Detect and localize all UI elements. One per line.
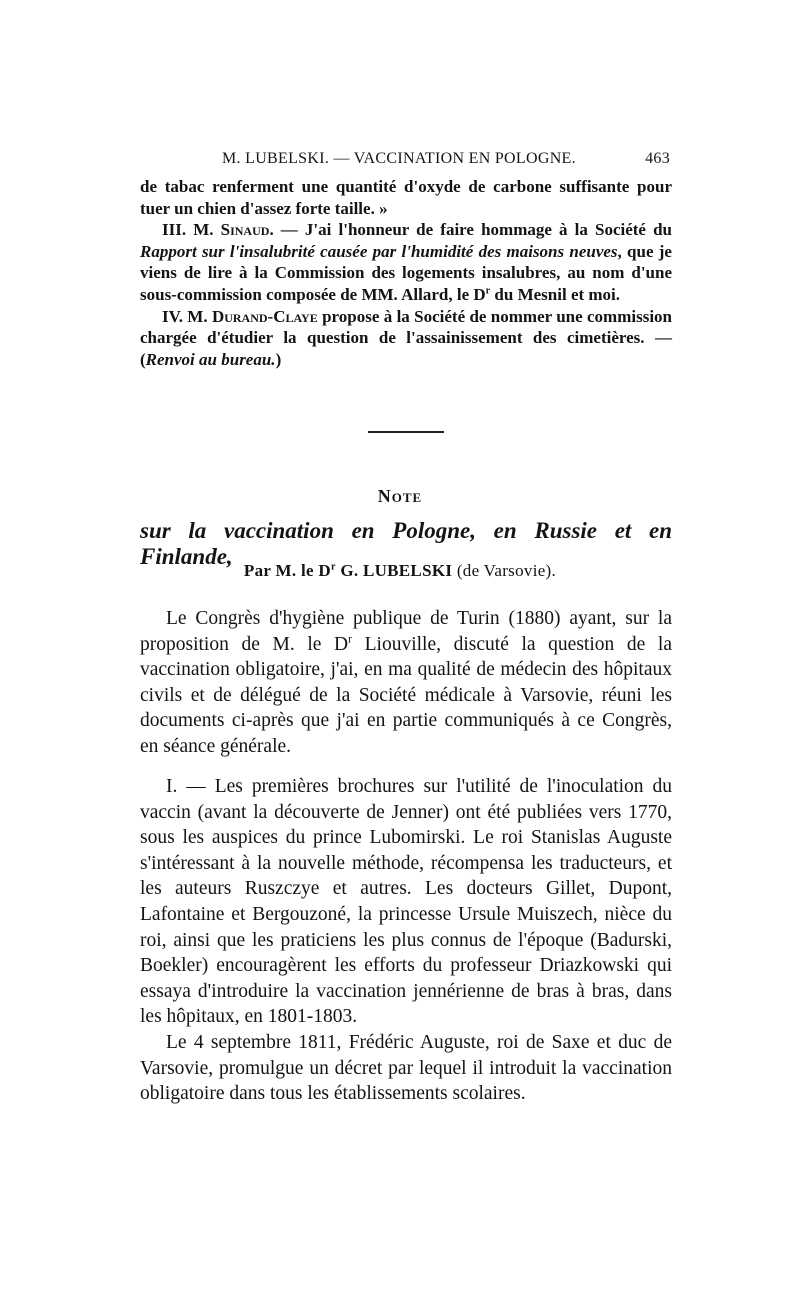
paragraph-continuation: de tabac renferment une quantité d'oxyde de carbone suffisante pour tuer un chien d'assez forte taille. » xyxy=(140,177,672,218)
renvoi-note: Renvoi au bureau. xyxy=(145,349,276,369)
body-paragraph-3: Le 4 septembre 1811, Frédéric Auguste, roi de Saxe et duc de Varsovie, promulgue un décret par lequel il introduit la vaccination obligatoire dans tous les établissements scolaires. xyxy=(140,1031,672,1105)
paragraph-item-3: III. M. Sinaud. — J'ai l'honneur de faire hommage à la Société du Rapport sur l'insalubrité causée par l'humidité des maisons neuves, que je viens de lire à la Commission des logements insalubres, au nom d'une sous-commission composée de MM. Allard, le $D^r$ du Mesnil et moi. xyxy=(140,220,672,304)
body-section-1 xyxy=(140,774,672,1107)
item-4-speaker: Durand-Claye xyxy=(211,306,318,326)
body-paragraph-1: Le Congrès d'hygiène publique de Turin (1880) ayant, sur la proposition de M. le $D^r$ Liouville, discuté la question de la vaccination obligatoire, j'ai, en ma qualité de médecin des hôpitaux civils et de délégué de la Société médicale à Varsovie, réuni les documents ci-après que j'ai en partie communiqués à ce Congrès, en séance générale. xyxy=(140,608,672,757)
running-head xyxy=(140,150,670,172)
report-title: Rapport sur l'insalubrité causée par l'humidité des maisons neuves xyxy=(140,241,618,261)
previous-minutes-section xyxy=(140,176,672,370)
paragraph-item-4: IV. M. Durand-Claye propose à la Société de nommer une commission chargée d'étudier la question de l'assainissement des cimetières. — (Renvoi au bureau.) xyxy=(140,306,672,369)
item-3-speaker: Sinaud xyxy=(220,220,270,240)
note-subtitle: sur la vaccination en Pologne, en Russie et en Finlande, xyxy=(140,518,672,569)
note-author: Par M. le $D^r$ G. LUBELSKI (de Varsovie). xyxy=(243,561,557,580)
note-title: Note xyxy=(377,486,423,506)
section-divider xyxy=(368,431,444,433)
item-3-number: III. M. xyxy=(162,220,214,240)
running-head-title: M. LUBELSKI. — VACCINATION EN POLOGNE. xyxy=(222,150,576,167)
page-number: 463 xyxy=(645,150,670,167)
item-4-number: IV. M. xyxy=(162,306,208,326)
body-paragraph-2: I. — Les premières brochures sur l'utilité de l'inoculation du vaccin (avant la découverte de Jenner) ont été publiées vers 1770, sous les auspices du prince Lubomirski. Le roi Stanislas Auguste s'intéressant à la nouvelle méthode, récompensa les traducteurs, et les auteurs Ruszczye et autres. Les docteurs Gillet, Dupont, Lafontaine et Bergouzoné, la princesse Ursule Muiszech, nièce du roi, ainsi que les praticiens les plus connus de l'époque (Badurski, Boekler) encouragèrent les efforts du professeur Driazkowski qui essaya d'introduire la vaccination jennérienne de bras à bras, dans les hôpitaux, en 1801-1803. xyxy=(140,776,672,1028)
